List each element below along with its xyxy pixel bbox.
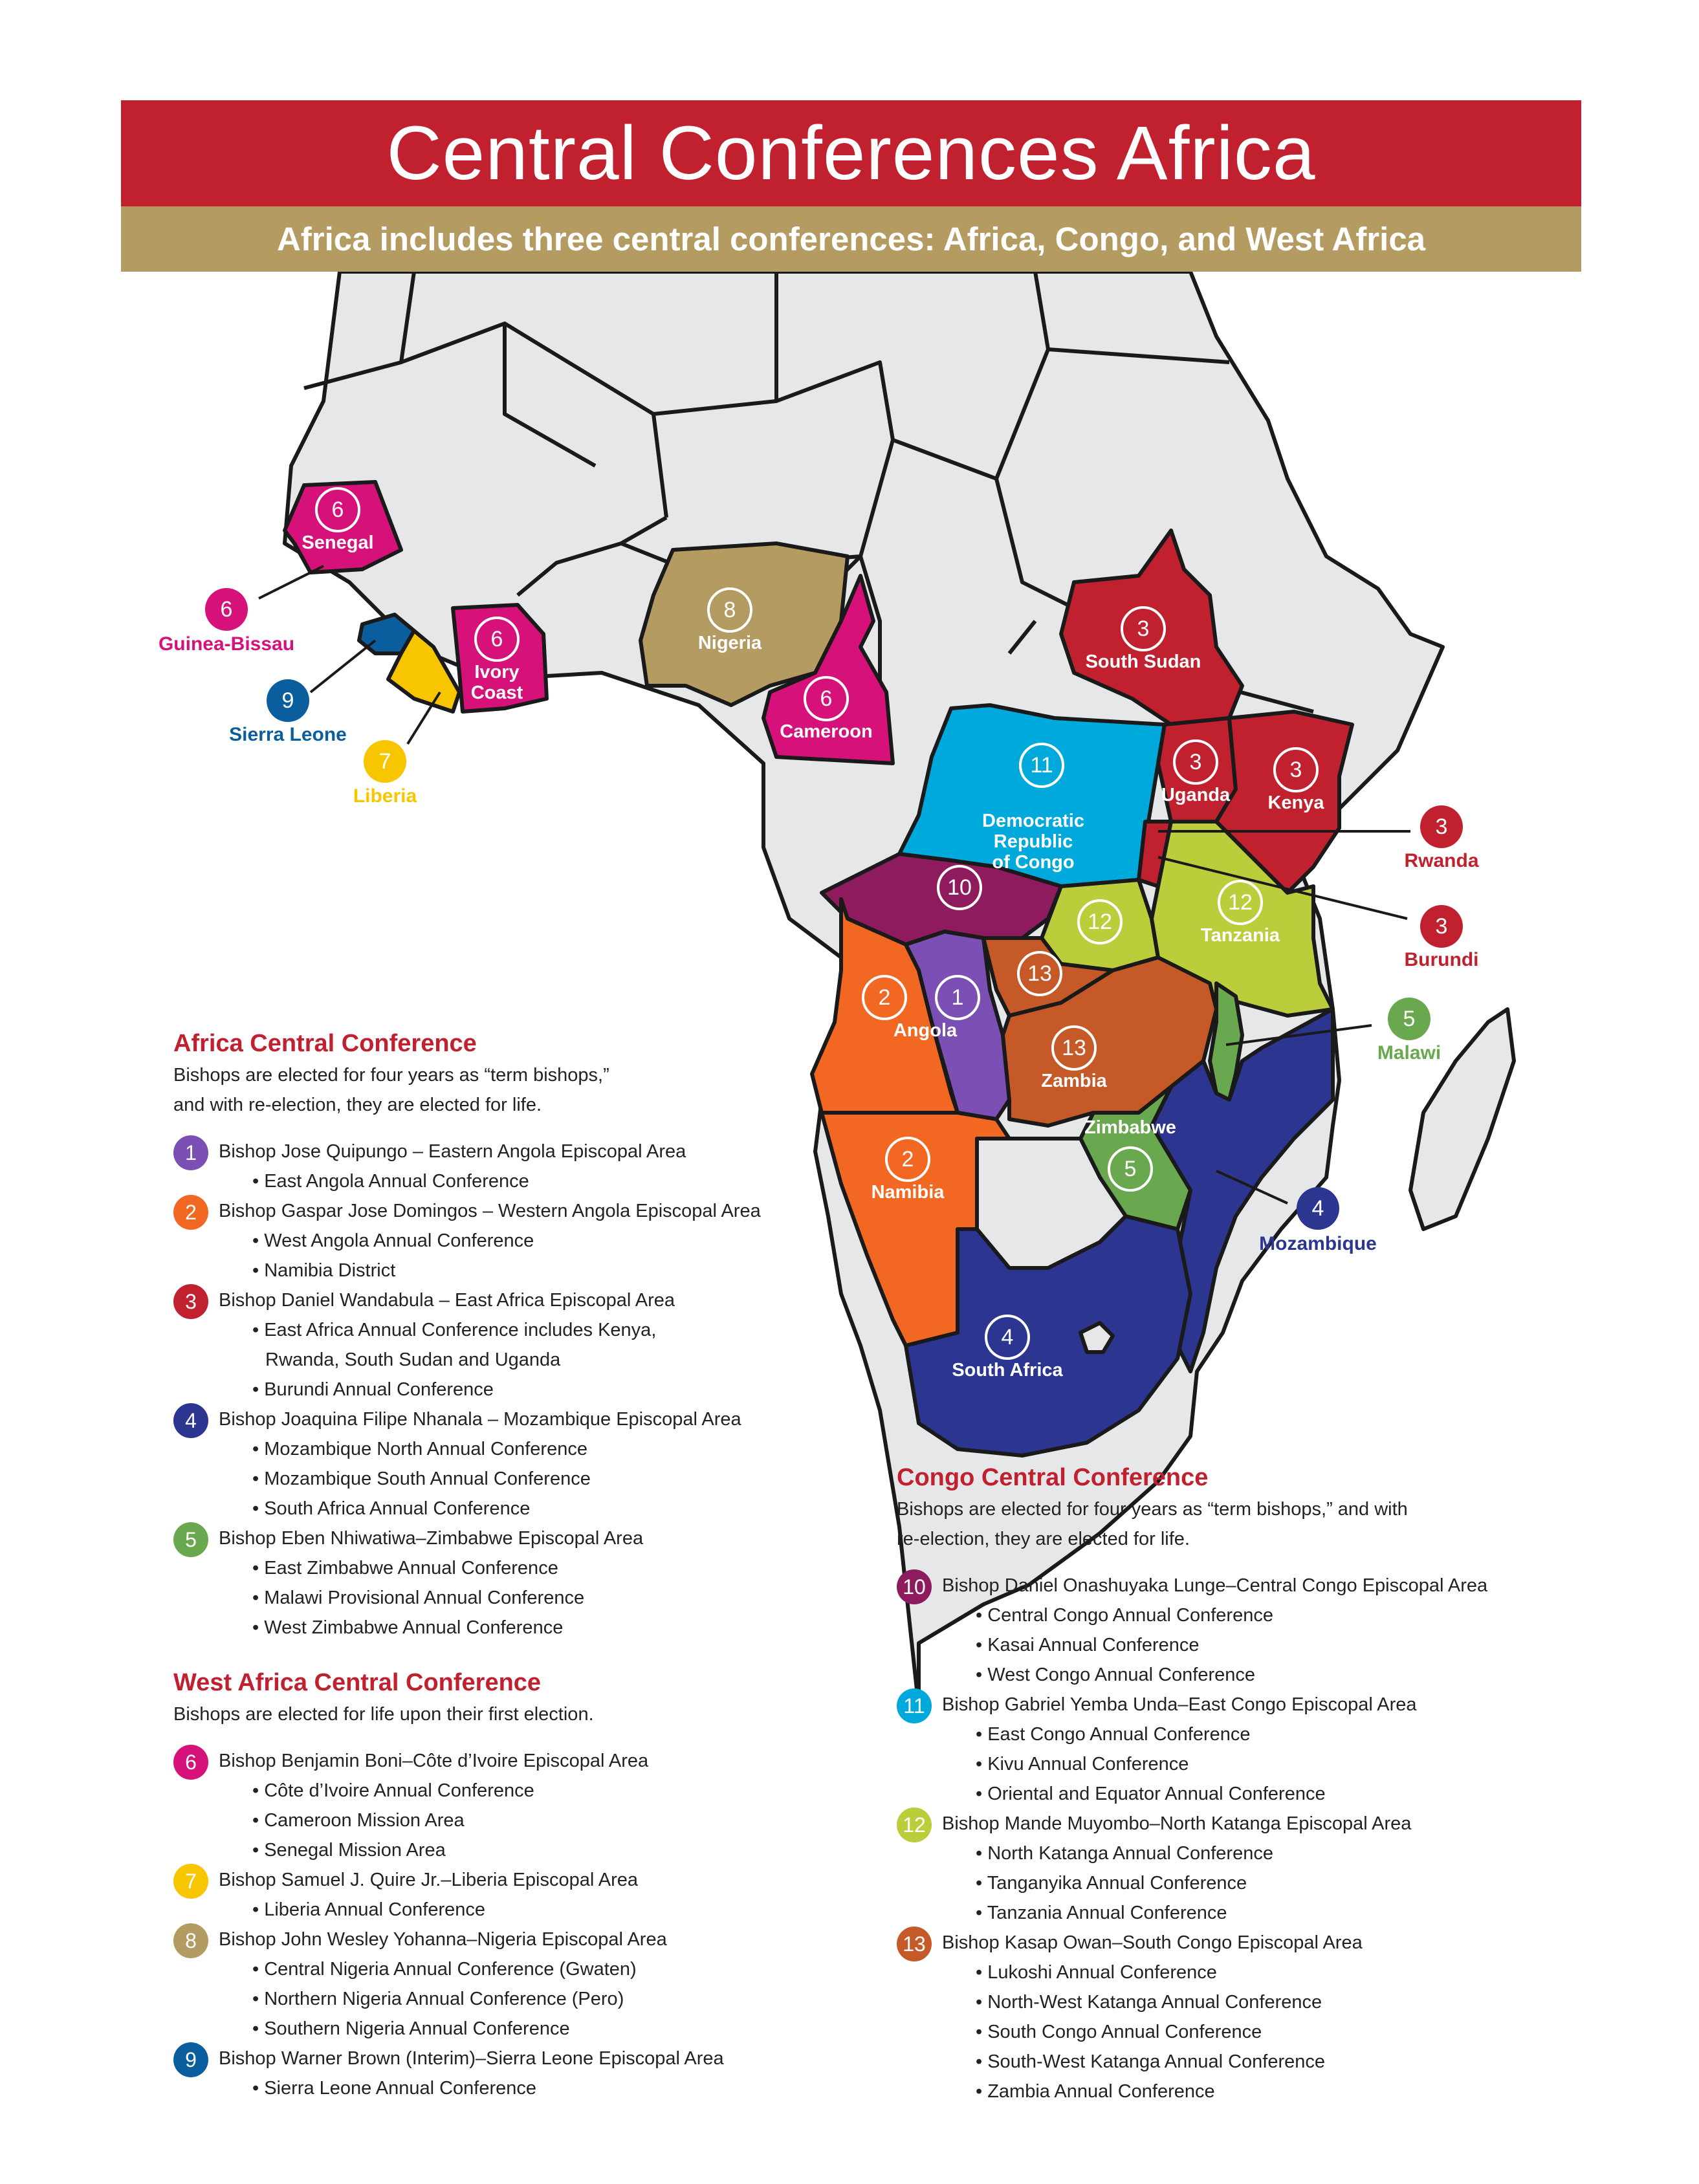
bishop-name: Bishop Gabriel Yemba Unda–East Congo Episcopal Area <box>942 1694 1417 1715</box>
area-number-badge: 4 <box>173 1403 208 1438</box>
annual-conference-item: • Kasai Annual Conference <box>942 1630 1608 1660</box>
episcopal-area-entry <box>897 1809 1608 1928</box>
label-uganda: Uganda <box>1161 785 1231 805</box>
africa-heading: Africa Central Conference <box>173 1030 477 1057</box>
area-number-badge: 13 <box>897 1927 932 1961</box>
label-drc-2: Republic <box>993 831 1073 852</box>
episcopal-area-entry <box>897 1690 1608 1809</box>
annual-conference-item: • Oriental and Equator Annual Conference <box>942 1779 1608 1809</box>
svg-text:13: 13 <box>1062 1036 1086 1060</box>
annual-conference-item: • East Zimbabwe Annual Conference <box>219 1553 853 1583</box>
page-title: Central Conferences Africa <box>386 111 1316 196</box>
annual-conference-item: • Mozambique North Annual Conference <box>219 1434 853 1464</box>
annual-conference-item: • Tanzania Annual Conference <box>942 1898 1608 1928</box>
congo-central-conference-legend <box>897 1464 1608 2106</box>
label-ivory-coast-1: Ivory <box>474 662 520 682</box>
bishop-name: Bishop Daniel Onashuyaka Lunge–Central Congo Episcopal Area <box>942 1575 1488 1596</box>
svg-text:2: 2 <box>878 985 891 1010</box>
label-namibia: Namibia <box>871 1182 945 1203</box>
west-africa-entries <box>173 1746 853 2103</box>
svg-text:4: 4 <box>1311 1196 1324 1221</box>
annual-conference-item: • Lukoshi Annual Conference <box>942 1958 1608 1987</box>
episcopal-area-entry <box>173 1746 853 1865</box>
label-drc-1: Democratic <box>982 811 1084 831</box>
annual-conference-item: • South-West Katanga Annual Conference <box>942 2047 1608 2077</box>
area-number-badge: 10 <box>897 1569 932 1604</box>
label-rwanda: Rwanda <box>1404 850 1479 871</box>
area-number-badge: 11 <box>897 1688 932 1723</box>
annual-conference-item: • Northern Nigeria Annual Conference (Pero) <box>219 1984 853 2014</box>
bishop-name: Bishop Eben Nhiwatiwa–Zimbabwe Episcopal Area <box>219 1528 644 1549</box>
svg-text:7: 7 <box>378 749 391 774</box>
congo-entries <box>897 1571 1608 2106</box>
annual-conference-item: • North-West Katanga Annual Conference <box>942 1987 1608 2017</box>
annual-conference-item: • South Africa Annual Conference <box>219 1494 853 1523</box>
annual-conference-item: • Zambia Annual Conference <box>942 2077 1608 2106</box>
area-number-badge: 8 <box>173 1923 208 1958</box>
svg-text:13: 13 <box>1027 961 1052 986</box>
area-number-badge: 12 <box>897 1807 932 1842</box>
svg-text:11: 11 <box>1030 753 1053 778</box>
annual-conference-item: • East Angola Annual Conference <box>219 1166 853 1196</box>
label-tanzania: Tanzania <box>1201 925 1280 946</box>
annual-conference-item: • Central Congo Annual Conference <box>942 1600 1608 1630</box>
page-subtitle: Africa includes three central conferences: Africa, Congo, and West Africa <box>276 221 1426 257</box>
annual-conference-item: • Cameroon Mission Area <box>219 1806 853 1835</box>
bishop-name: Bishop John Wesley Yohanna–Nigeria Episcopal Area <box>219 1929 667 1950</box>
label-angola: Angola <box>893 1020 958 1041</box>
label-sierra-leone: Sierra Leone <box>229 724 347 745</box>
annual-conference-item: • Central Nigeria Annual Conference (Gwaten) <box>219 1954 853 1984</box>
annual-conference-item: • East Africa Annual Conference includes Kenya, Rwanda, South Sudan and Uganda <box>219 1315 853 1375</box>
annual-conference-item: • Mozambique South Annual Conference <box>219 1464 853 1494</box>
svg-text:4: 4 <box>1001 1325 1014 1349</box>
svg-text:3: 3 <box>1189 750 1202 774</box>
area-number-badge: 5 <box>173 1522 208 1557</box>
bishop-name: Bishop Mande Muyombo–North Katanga Episcopal Area <box>942 1813 1412 1834</box>
label-burundi: Burundi <box>1404 949 1479 970</box>
bishop-name: Bishop Daniel Wandabula – East Africa Episcopal Area <box>219 1290 675 1311</box>
episcopal-area-entry <box>173 1137 853 1196</box>
svg-text:3: 3 <box>1435 814 1448 839</box>
episcopal-area-entry <box>173 1865 853 1925</box>
episcopal-area-entry <box>173 1404 853 1523</box>
label-cameroon: Cameroon <box>780 721 873 742</box>
bishop-name: Bishop Warner Brown (Interim)–Sierra Leone Episcopal Area <box>219 2048 724 2069</box>
west-africa-central-conference-legend <box>173 1669 853 2103</box>
svg-text:10: 10 <box>947 875 972 900</box>
svg-text:12: 12 <box>1088 910 1112 934</box>
label-ivory-coast-2: Coast <box>470 682 523 703</box>
area-number-badge: 3 <box>173 1284 208 1319</box>
annual-conference-item: • Namibia District <box>219 1256 853 1285</box>
label-zambia: Zambia <box>1041 1071 1107 1091</box>
area-number-badge: 9 <box>173 2042 208 2077</box>
annual-conference-item: • North Katanga Annual Conference <box>942 1839 1608 1868</box>
annual-conference-item: • West Angola Annual Conference <box>219 1226 853 1256</box>
label-drc-3: of Congo <box>992 852 1075 873</box>
svg-text:12: 12 <box>1228 890 1253 915</box>
svg-text:3: 3 <box>1289 758 1302 782</box>
bishop-name: Bishop Samuel J. Quire Jr.–Liberia Episcopal Area <box>219 1870 639 1890</box>
episcopal-area-entry <box>173 1285 853 1404</box>
svg-text:6: 6 <box>820 686 833 711</box>
bishop-name: Bishop Jose Quipungo – Eastern Angola Episcopal Area <box>219 1141 686 1162</box>
area-number-badge: 7 <box>173 1864 208 1899</box>
svg-text:6: 6 <box>220 597 233 622</box>
africa-entries <box>173 1137 853 1643</box>
svg-text:6: 6 <box>331 497 344 522</box>
west-africa-heading: West Africa Central Conference <box>173 1669 542 1696</box>
annual-conference-item: • Malawi Provisional Annual Conference <box>219 1583 853 1613</box>
label-south-africa: South Africa <box>952 1360 1063 1381</box>
svg-text:9: 9 <box>281 688 294 713</box>
svg-text:5: 5 <box>1124 1157 1137 1181</box>
area-number-badge: 2 <box>173 1195 208 1230</box>
annual-conference-item: • East Congo Annual Conference <box>942 1720 1608 1749</box>
area-number-badge: 1 <box>173 1135 208 1170</box>
annual-conference-item: • Sierra Leone Annual Conference <box>219 2073 853 2103</box>
svg-text:3: 3 <box>1435 914 1448 939</box>
label-liberia: Liberia <box>353 785 417 807</box>
label-kenya: Kenya <box>1267 792 1324 813</box>
episcopal-area-entry <box>173 2044 853 2103</box>
episcopal-area-entry <box>173 1523 853 1643</box>
episcopal-area-entry <box>897 1571 1608 1690</box>
svg-text:6: 6 <box>490 627 503 651</box>
svg-text:3: 3 <box>1137 617 1150 641</box>
title-banner <box>121 100 1581 206</box>
svg-text:2: 2 <box>901 1147 914 1172</box>
svg-text:1: 1 <box>951 985 964 1010</box>
bishop-name: Bishop Gaspar Jose Domingos – Western Angola Episcopal Area <box>219 1201 761 1221</box>
annual-conference-item: • West Zimbabwe Annual Conference <box>219 1613 853 1643</box>
annual-conference-item: • Southern Nigeria Annual Conference <box>219 2014 853 2044</box>
episcopal-area-entry <box>173 1196 853 1285</box>
label-south-sudan: South Sudan <box>1085 651 1201 672</box>
annual-conference-item: • Liberia Annual Conference <box>219 1895 853 1925</box>
episcopal-area-entry <box>173 1925 853 2044</box>
label-zimbabwe: Zimbabwe <box>1084 1117 1176 1138</box>
area-number-badge: 6 <box>173 1745 208 1780</box>
episcopal-area-entry <box>897 1928 1608 2106</box>
label-mozambique: Mozambique <box>1259 1233 1377 1254</box>
bishop-name: Bishop Joaquina Filipe Nhanala – Mozambique Episcopal Area <box>219 1409 741 1430</box>
label-guinea-bissau: Guinea-Bissau <box>158 633 295 655</box>
bishop-name: Bishop Kasap Owan–South Congo Episcopal Area <box>942 1932 1363 1953</box>
subtitle-banner <box>121 206 1581 272</box>
congo-heading: Congo Central Conference <box>897 1464 1209 1491</box>
annual-conference-item: • Côte d’Ivoire Annual Conference <box>219 1776 853 1806</box>
annual-conference-item: • Senegal Mission Area <box>219 1835 853 1865</box>
bishop-name: Bishop Benjamin Boni–Côte d’Ivoire Episcopal Area <box>219 1751 649 1771</box>
annual-conference-item: • Tanganyika Annual Conference <box>942 1868 1608 1898</box>
svg-text:8: 8 <box>723 598 736 622</box>
svg-text:5: 5 <box>1403 1007 1416 1031</box>
label-senegal: Senegal <box>301 532 374 553</box>
annual-conference-item: • South Congo Annual Conference <box>942 2017 1608 2047</box>
africa-central-conference-legend <box>173 1030 853 1643</box>
label-nigeria: Nigeria <box>697 633 762 653</box>
label-malawi: Malawi <box>1377 1042 1441 1064</box>
africa-note: Bishops are elected for four years as “term bishops,” and with re-election, they are elected for life. <box>173 1065 609 1115</box>
annual-conference-item: • Burundi Annual Conference <box>219 1375 853 1404</box>
annual-conference-item: • Kivu Annual Conference <box>942 1749 1608 1779</box>
congo-note: Bishops are elected for four years as “term bishops,” and with re-election, they are elected for life. <box>897 1499 1408 1549</box>
west-africa-note: Bishops are elected for life upon their first election. <box>173 1704 594 1725</box>
annual-conference-item: • West Congo Annual Conference <box>942 1660 1608 1690</box>
